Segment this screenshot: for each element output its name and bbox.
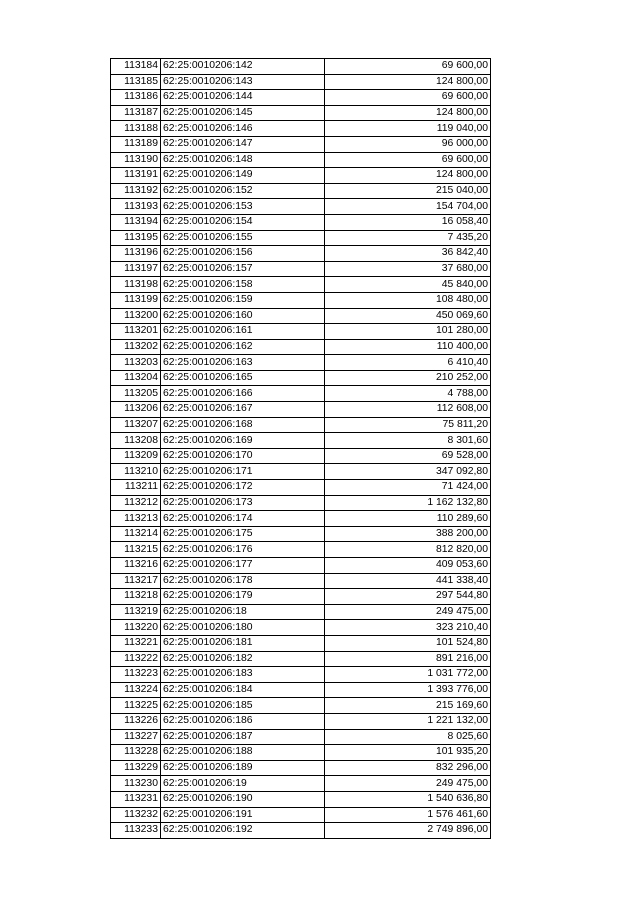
cadastral-number: 62:25:0010206:178 [161,573,325,589]
table-row [111,526,491,542]
row-number: 113205 [111,386,161,402]
cadastral-value: 1 576 461,60 [325,807,491,823]
table-row [111,682,491,698]
table-row [111,230,491,246]
row-number: 113193 [111,199,161,215]
cadastral-number: 62:25:0010206:180 [161,620,325,636]
table-row [111,635,491,651]
row-number: 113226 [111,713,161,729]
row-number: 113194 [111,214,161,230]
cadastral-number: 62:25:0010206:182 [161,651,325,667]
cadastral-number: 62:25:0010206:161 [161,324,325,340]
table-row [111,589,491,605]
table-row [111,807,491,823]
cadastral-number: 62:25:0010206:148 [161,152,325,168]
row-number: 113219 [111,604,161,620]
row-number: 113208 [111,433,161,449]
table-row [111,402,491,418]
row-number: 113201 [111,324,161,340]
row-number: 113203 [111,355,161,371]
cadastral-number: 62:25:0010206:145 [161,105,325,121]
cadastral-number: 62:25:0010206:155 [161,230,325,246]
cadastral-value: 1 393 776,00 [325,682,491,698]
cadastral-value: 124 800,00 [325,168,491,184]
cadastral-number: 62:25:0010206:184 [161,682,325,698]
table-row [111,277,491,293]
table-row [111,776,491,792]
cadastral-number: 62:25:0010206:168 [161,417,325,433]
row-number: 113189 [111,136,161,152]
cadastral-number: 62:25:0010206:162 [161,339,325,355]
table-row [111,90,491,106]
cadastral-value: 8 301,60 [325,433,491,449]
cadastral-value: 249 475,00 [325,776,491,792]
table-row [111,292,491,308]
row-number: 113195 [111,230,161,246]
cadastral-value: 108 480,00 [325,292,491,308]
row-number: 113199 [111,292,161,308]
row-number: 113231 [111,791,161,807]
table-row [111,464,491,480]
row-number: 113212 [111,495,161,511]
cadastral-value: 16 058,40 [325,214,491,230]
table-row [111,355,491,371]
row-number: 113206 [111,402,161,418]
cadastral-value: 124 800,00 [325,74,491,90]
cadastral-value: 812 820,00 [325,542,491,558]
cadastral-number: 62:25:0010206:187 [161,729,325,745]
cadastral-number: 62:25:0010206:171 [161,464,325,480]
cadastral-value: 4 788,00 [325,386,491,402]
cadastral-value: 388 200,00 [325,526,491,542]
table-row [111,620,491,636]
row-number: 113233 [111,823,161,839]
cadastral-value: 69 528,00 [325,448,491,464]
row-number: 113209 [111,448,161,464]
table-row [111,183,491,199]
table-row [111,199,491,215]
table-row [111,433,491,449]
table-row [111,261,491,277]
cadastral-value: 215 169,60 [325,698,491,714]
cadastral-value: 37 680,00 [325,261,491,277]
row-number: 113214 [111,526,161,542]
cadastral-number: 62:25:0010206:143 [161,74,325,90]
table-row [111,136,491,152]
cadastral-number: 62:25:0010206:167 [161,402,325,418]
table-row [111,791,491,807]
cadastral-value: 75 811,20 [325,417,491,433]
cadastral-value: 1 540 636,80 [325,791,491,807]
cadastral-value: 210 252,00 [325,370,491,386]
row-number: 113200 [111,308,161,324]
row-number: 113191 [111,168,161,184]
table-row [111,698,491,714]
table-row [111,152,491,168]
cadastral-number: 62:25:0010206:173 [161,495,325,511]
cadastral-value-table [110,58,491,839]
cadastral-number: 62:25:0010206:166 [161,386,325,402]
row-number: 113192 [111,183,161,199]
cadastral-number: 62:25:0010206:147 [161,136,325,152]
row-number: 113196 [111,246,161,262]
cadastral-number: 62:25:0010206:153 [161,199,325,215]
cadastral-value: 71 424,00 [325,480,491,496]
cadastral-number: 62:25:0010206:170 [161,448,325,464]
cadastral-value: 1 221 132,00 [325,713,491,729]
row-number: 113223 [111,667,161,683]
cadastral-number: 62:25:0010206:144 [161,90,325,106]
table-row [111,745,491,761]
table-row [111,760,491,776]
table-row [111,558,491,574]
cadastral-number: 62:25:0010206:192 [161,823,325,839]
cadastral-number: 62:25:0010206:191 [161,807,325,823]
table-body [111,59,491,839]
cadastral-value: 96 000,00 [325,136,491,152]
table-row [111,542,491,558]
cadastral-number: 62:25:0010206:176 [161,542,325,558]
cadastral-number: 62:25:0010206:189 [161,760,325,776]
row-number: 113218 [111,589,161,605]
table-row [111,573,491,589]
cadastral-number: 62:25:0010206:186 [161,713,325,729]
cadastral-number: 62:25:0010206:146 [161,121,325,137]
cadastral-number: 62:25:0010206:169 [161,433,325,449]
cadastral-number: 62:25:0010206:158 [161,277,325,293]
table-row [111,105,491,121]
cadastral-value: 323 210,40 [325,620,491,636]
cadastral-number: 62:25:0010206:185 [161,698,325,714]
table-row [111,168,491,184]
table-row [111,214,491,230]
row-number: 113216 [111,558,161,574]
table-row [111,59,491,75]
row-number: 113187 [111,105,161,121]
cadastral-value: 1 162 132,80 [325,495,491,511]
cadastral-value: 215 040,00 [325,183,491,199]
cadastral-value: 347 092,80 [325,464,491,480]
cadastral-value: 110 289,60 [325,511,491,527]
cadastral-value: 249 475,00 [325,604,491,620]
cadastral-number: 62:25:0010206:163 [161,355,325,371]
row-number: 113188 [111,121,161,137]
row-number: 113211 [111,480,161,496]
cadastral-number: 62:25:0010206:154 [161,214,325,230]
row-number: 113227 [111,729,161,745]
row-number: 113215 [111,542,161,558]
cadastral-value: 69 600,00 [325,152,491,168]
cadastral-value: 36 842,40 [325,246,491,262]
row-number: 113232 [111,807,161,823]
cadastral-value: 450 069,60 [325,308,491,324]
row-number: 113225 [111,698,161,714]
cadastral-number: 62:25:0010206:165 [161,370,325,386]
table-row [111,121,491,137]
table-row [111,713,491,729]
cadastral-value: 409 053,60 [325,558,491,574]
cadastral-number: 62:25:0010206:160 [161,308,325,324]
cadastral-number: 62:25:0010206:177 [161,558,325,574]
row-number: 113184 [111,59,161,75]
cadastral-value: 112 608,00 [325,402,491,418]
cadastral-number: 62:25:0010206:156 [161,246,325,262]
cadastral-value: 124 800,00 [325,105,491,121]
cadastral-number: 62:25:0010206:19 [161,776,325,792]
cadastral-number: 62:25:0010206:188 [161,745,325,761]
table-row [111,480,491,496]
cadastral-value: 297 544,80 [325,589,491,605]
cadastral-number: 62:25:0010206:159 [161,292,325,308]
cadastral-value: 101 524,80 [325,635,491,651]
cadastral-value: 101 280,00 [325,324,491,340]
row-number: 113204 [111,370,161,386]
table-row [111,495,491,511]
cadastral-value: 69 600,00 [325,59,491,75]
cadastral-value: 119 040,00 [325,121,491,137]
cadastral-number: 62:25:0010206:149 [161,168,325,184]
row-number: 113190 [111,152,161,168]
cadastral-number: 62:25:0010206:175 [161,526,325,542]
cadastral-value: 69 600,00 [325,90,491,106]
cadastral-number: 62:25:0010206:179 [161,589,325,605]
row-number: 113186 [111,90,161,106]
row-number: 113222 [111,651,161,667]
table-row [111,386,491,402]
cadastral-number: 62:25:0010206:18 [161,604,325,620]
row-number: 113213 [111,511,161,527]
cadastral-number: 62:25:0010206:181 [161,635,325,651]
table-row [111,370,491,386]
table-row [111,417,491,433]
row-number: 113197 [111,261,161,277]
table-row [111,511,491,527]
cadastral-value: 1 031 772,00 [325,667,491,683]
row-number: 113221 [111,635,161,651]
cadastral-value: 832 296,00 [325,760,491,776]
row-number: 113228 [111,745,161,761]
table-row [111,74,491,90]
cadastral-value: 6 410,40 [325,355,491,371]
cadastral-number: 62:25:0010206:142 [161,59,325,75]
row-number: 113198 [111,277,161,293]
table-row [111,823,491,839]
table-row [111,339,491,355]
row-number: 113185 [111,74,161,90]
table-row [111,308,491,324]
cadastral-value: 441 338,40 [325,573,491,589]
cadastral-value: 8 025,60 [325,729,491,745]
cadastral-number: 62:25:0010206:183 [161,667,325,683]
table-row [111,604,491,620]
cadastral-value: 7 435,20 [325,230,491,246]
cadastral-number: 62:25:0010206:172 [161,480,325,496]
cadastral-value: 891 216,00 [325,651,491,667]
row-number: 113230 [111,776,161,792]
cadastral-value: 110 400,00 [325,339,491,355]
table-row [111,667,491,683]
table-row [111,246,491,262]
row-number: 113229 [111,760,161,776]
row-number: 113220 [111,620,161,636]
table-row [111,651,491,667]
row-number: 113210 [111,464,161,480]
cadastral-number: 62:25:0010206:190 [161,791,325,807]
table-row [111,729,491,745]
cadastral-value: 154 704,00 [325,199,491,215]
cadastral-number: 62:25:0010206:157 [161,261,325,277]
cadastral-value: 101 935,20 [325,745,491,761]
cadastral-value: 2 749 896,00 [325,823,491,839]
cadastral-number: 62:25:0010206:174 [161,511,325,527]
row-number: 113217 [111,573,161,589]
row-number: 113202 [111,339,161,355]
table-row [111,448,491,464]
row-number: 113224 [111,682,161,698]
cadastral-number: 62:25:0010206:152 [161,183,325,199]
row-number: 113207 [111,417,161,433]
cadastral-value: 45 840,00 [325,277,491,293]
table-row [111,324,491,340]
